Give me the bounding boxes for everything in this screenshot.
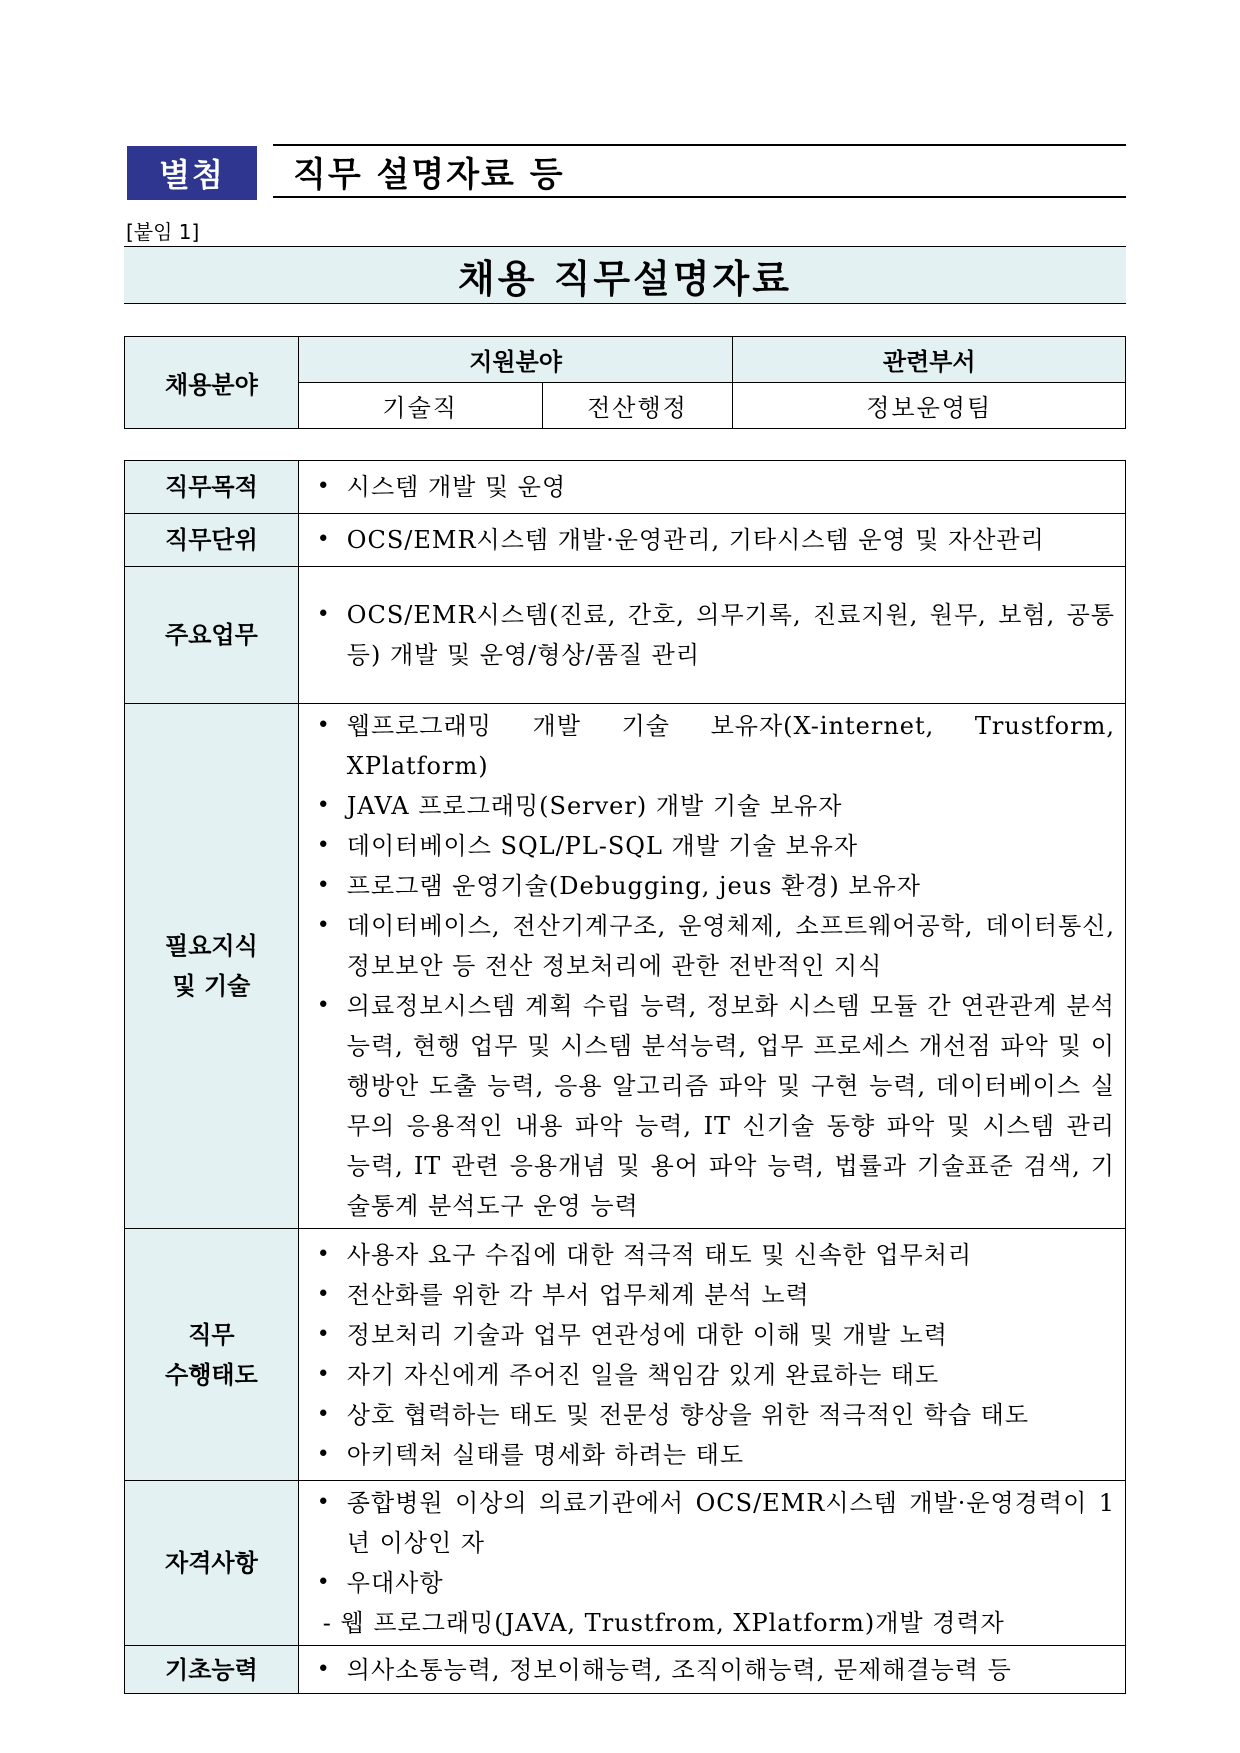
list-item: • 정보처리 기술과 업무 연관성에 대한 이해 및 개발 노력 [311,1315,1115,1355]
document-title-banner: 채용 직무설명자료 [124,246,1126,304]
recruit-field-table [124,336,1126,429]
qualification-label: 자격사항 [125,1481,299,1646]
list-item: • 사용자 요구 수집에 대한 적극적 태도 및 신속한 업무처리 [311,1235,1115,1275]
preferred-sub-item: - 웹 프로그래밍(JAVA, Trustfrom, XPlatform)개발 경력자 [322,1609,1005,1637]
list-item: • 웹프로그래밍 개발 기술 보유자(X-internet, Trustform, XPlatform) [311,706,1115,786]
list-item: • 자기 자신에게 주어진 일을 책임감 있게 완료하는 태도 [311,1355,1115,1395]
row-unit [125,514,1126,567]
row-basic [125,1646,1126,1694]
field-detail: 전산행정 [542,383,733,429]
section-title: 직무 설명자료 등 [273,144,1126,198]
attachment-label: [붙임 1] [126,220,200,244]
knowledge-label [125,704,299,1229]
list-item: • 시스템 개발 및 운영 [311,467,1115,507]
list-item: • JAVA 프로그래밍(Server) 개발 기술 보유자 [311,786,1115,826]
row-qualification [125,1481,1126,1646]
list-item: • 의사소통능력, 정보이해능력, 조직이해능력, 문제해결능력 등 [311,1650,1115,1690]
attitude-label-line1: 직무 [188,1320,235,1349]
list-item: • 데이터베이스 SQL/PL-SQL 개발 기술 보유자 [311,826,1115,866]
list-item: • 프로그램 운영기술(Debugging, jeus 환경) 보유자 [311,866,1115,906]
unit-label: 직무단위 [125,514,299,567]
department-value: 정보운영팀 [733,383,1126,429]
list-item: • 전산화를 위한 각 부서 업무체계 분석 노력 [311,1275,1115,1315]
basic-ability-label: 기초능력 [125,1646,299,1694]
list-item: • OCS/EMR시스템 개발·운영관리, 기타시스템 운영 및 자산관리 [311,520,1115,560]
row-knowledge [125,704,1126,1229]
knowledge-label-line1: 필요지식 [165,932,258,960]
list-item: • 상호 협력하는 태도 및 전문성 향상을 위한 적극적인 학습 태도 [311,1395,1115,1435]
attitude-label-line2: 수행태도 [165,1360,258,1389]
field-header: 지원분야 [298,337,733,383]
main-tasks-label: 주요업무 [125,567,299,704]
field-type: 기술직 [298,383,542,429]
list-item: • 아키텍처 실태를 명세화 하려는 태도 [311,1435,1115,1475]
knowledge-label-line2: 및 기술 [172,972,251,1000]
job-description-table [124,460,1126,1694]
dept-header: 관련부서 [733,337,1126,383]
attitude-label [125,1229,299,1481]
recruit-category-label: 채용분야 [125,337,299,429]
row-main-tasks [125,567,1126,704]
list-item: • 데이터베이스, 전산기계구조, 운영체제, 소프트웨어공학, 데이터통신, 정보보안 등 전산 정보처리에 관한 전반적인 지식 [311,906,1115,986]
purpose-label: 직무목적 [125,461,299,514]
list-item: • 우대사항 [311,1563,1115,1603]
list-item: • OCS/EMR시스템(진료, 간호, 의무기록, 진료지원, 원무, 보험, 공통 등) 개발 및 운영/형상/품질 관리 [311,595,1115,675]
row-attitude [125,1229,1126,1481]
row-purpose [125,461,1126,514]
appendix-badge: 별첨 [127,146,257,200]
list-item: • 의료정보시스템 계획 수립 능력, 정보화 시스템 모듈 간 연관관계 분석 능력, 현행 업무 및 시스템 분석능력, 업무 프로세스 개선점 파악 및 이행방안 도출 능력, 응용 알고리즘 파악 및 구현 능력, 데이터베이스 실무의 응용적인 내용 파악 능력, IT 신기술 동향 파악 및 시스템 관리 능력, IT 관련 응용개념 및 용어 파악 능력, 법률과 기술표준 검색, 기술통계 분석도구 운영 능력 [311,986,1115,1226]
list-item: • 종합병원 이상의 의료기관에서 OCS/EMR시스템 개발·운영경력이 1년 이상인 자 [311,1483,1115,1563]
